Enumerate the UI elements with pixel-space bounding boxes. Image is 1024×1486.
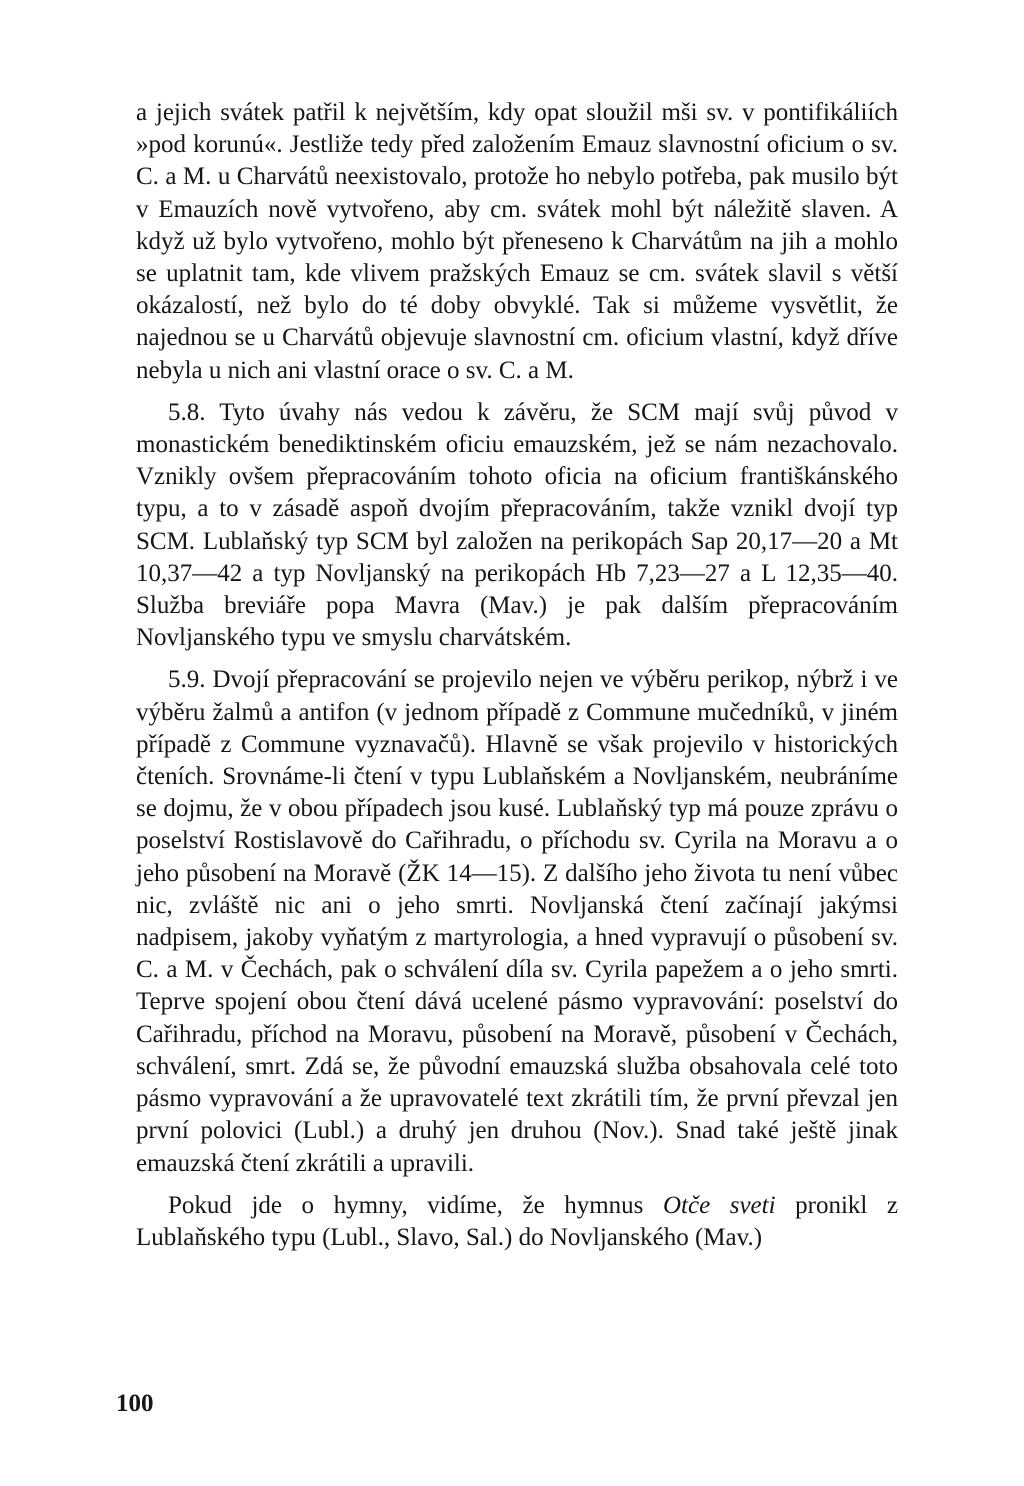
- paragraph-hymns: [136, 1190, 898, 1254]
- text-column: [136, 97, 898, 1254]
- paragraph-5-9: 5.9. Dvojí přepracování se projevilo nejen ve výběru perikop, nýbrž i ve výběru žalmů a antifon (v jednom případě z Commune mučedníků, v jiném případě z Commune vyznavačů). Hlavně se však projevilo v historických čteních. Srovnáme-li čtení v typu Lublaňském a Novljanském, neubráníme se dojmu, že v obou případech jsou kusé. Lublaňský typ má pouze zprávu o poselství Rostislavově do Cařihradu, o příchodu sv. Cyrila na Moravu a o jeho působení na Moravě (ŽK 14—15). Z dalšího jeho života tu není vůbec nic, zvláště nic ani o jeho smrti. Novljanská čtení začínají jakýmsi nadpisem, jakoby vyňatým z martyrologia, a hned vypravují o působení sv. C. a M. v Čechách, pak o schválení díla sv. Cyrila papežem a o jeho smrti. Teprve spojení obou čtení dává ucelené pásmo vypravování: poselství do Cařihradu, příchod na Moravu, působení na Moravě, působení v Čechách, schválení, smrt. Zdá se, že původní emauzská služba obsahovala celé toto pásmo vypravování a že upravovatelé text zkrátili tím, že první převzal jen první polovici (Lubl.) a druhý jen druhou (Nov.). Snad také ještě jinak emauzská čtení zkrátili a upravili.: [136, 666, 898, 1177]
- hymns-text-start: Pokud jde o hymny, vidíme, že hymnus: [168, 1191, 663, 1219]
- hymns-text-end: pronikl z Lublaňského typu (Lubl., Slavo, Sal.) do Novljanského (Mav.): [136, 1191, 898, 1251]
- paragraph-5-8: 5.8. Tyto úvahy nás vedou k závěru, že SCM mají svůj původ v monastickém benediktinském oficiu emauzském, jež se nám nezachovalo. Vznikly ovšem přepracováním tohoto oficia na oficium františkánského typu, a to v zásadě aspoň dvojím přepracováním, takže vznikl dvojí typ SCM. Lublaňský typ SCM byl založen na perikopách Sap 20,17—20 a Mt 10,37—42 a typ Novljanský na perikopách Hb 7,23—27 a L 12,35—40. Služba breviáře popa Mavra (Mav.) je pak dalším přepracováním Novljanského typu ve smyslu charvátském.: [136, 398, 898, 652]
- hymn-title: Otče sveti: [662, 1191, 776, 1219]
- paragraph-continuation: a jejich svátek patřil k největším, kdy opat sloužil mši sv. v pontifikáliích »pod korunú«. Jestliže tedy před založením Emauz slavnostní oficium o sv. C. a M. u Charvátů neexistovalo, protože ho nebylo potřeba, pak musilo být v Emauzích nově vytvořeno, aby cm. svátek mohl být náležitě slaven. A když už bylo vytvořeno, mohlo být přeneseno k Charvátům na jih a mohlo se uplatnit tam, kde vlivem pražských Emauz se cm. svátek slavil s větší okázalostí, než bylo do té doby obvyklé. Tak si můžeme vysvětlit, že najednou se u Charvátů objevuje slavnostní cm. oficium vlastní, když dříve nebyla u nich ani vlastní orace o sv. C. a M.: [136, 99, 898, 384]
- page-number: 100: [116, 1390, 154, 1417]
